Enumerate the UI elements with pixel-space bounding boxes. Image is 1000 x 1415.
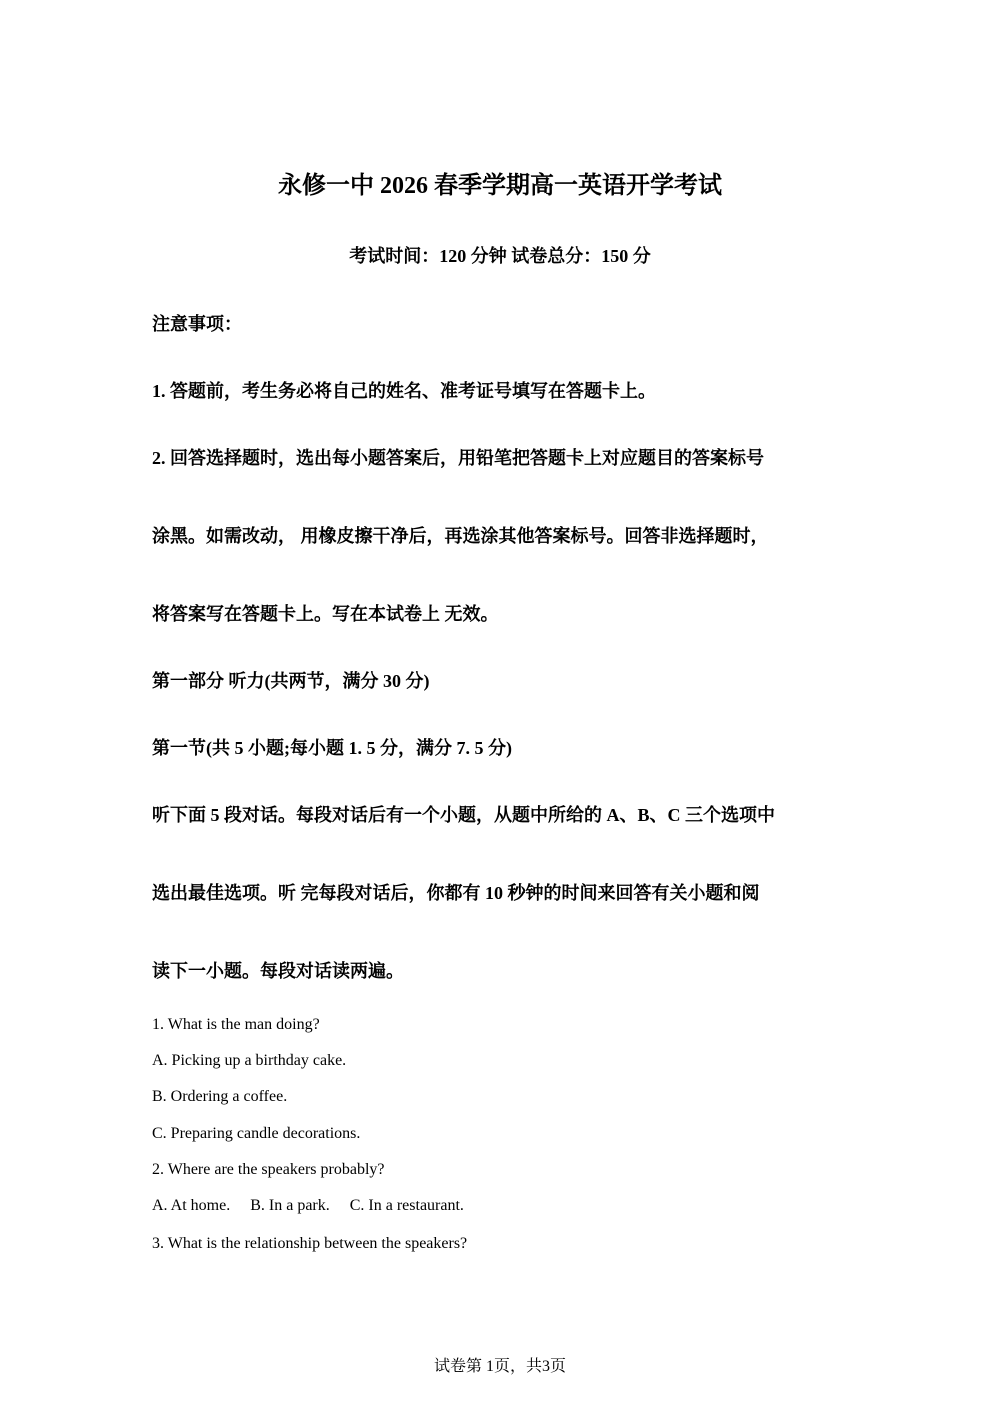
exam-title: 永修一中 2026 春季学期高一英语开学考试 <box>278 173 722 199</box>
question-1-option-a: A. Picking up a birthday cake. <box>152 1052 347 1069</box>
notes-heading: 注意事项： <box>152 314 242 334</box>
instructions-line-2: 选出最佳选项。听 完每段对话后，你都有 10 秒钟的时间来回答有关小题和阅 <box>152 883 760 903</box>
question-1: 1. What is the man doing? <box>152 1016 320 1033</box>
question-3: 3. What is the relationship between the speakers? <box>152 1235 468 1252</box>
page-indicator: 试卷第 1页，共3页 <box>433 1358 566 1375</box>
note-item-1: 1. 答题前，考生务必将自己的姓名、准考证号填写在答题卡上。 <box>152 381 656 401</box>
instructions-line-3: 读下一小题。每段对话读两遍。 <box>152 961 404 981</box>
question-2: 2. Where are the speakers probably? <box>152 1161 385 1178</box>
note-item-2-line-3: 将答案写在答题卡上。写在本试卷上 无效。 <box>152 604 499 624</box>
note-item-2-line-2: 涂黑。如需改动， 用橡皮擦干净后，再选涂其他答案标号。回答非选择题时， <box>152 526 769 546</box>
note-item-2-line-1: 2. 回答选择题时，选出每小题答案后，用铅笔把答题卡上对应题目的答案标号 <box>152 448 764 468</box>
question-2-options: A. At home. B. In a park. C. In a restaurant. <box>152 1197 464 1214</box>
instructions-line-1: 听下面 5 段对话。每段对话后有一个小题，从题中所给的 A、B、C 三个选项中 <box>152 805 776 825</box>
exam-subtitle: 考试时间：120 分钟 试卷总分：150 分 <box>349 246 651 266</box>
section-1-heading: 第一节(共 5 小题;每小题 1. 5 分，满分 7. 5 分) <box>152 738 512 758</box>
question-1-option-c: C. Preparing candle decorations. <box>152 1125 361 1142</box>
question-1-option-b: B. Ordering a coffee. <box>152 1088 288 1105</box>
part-1-heading: 第一部分 听力(共两节，满分 30 分) <box>152 671 430 691</box>
